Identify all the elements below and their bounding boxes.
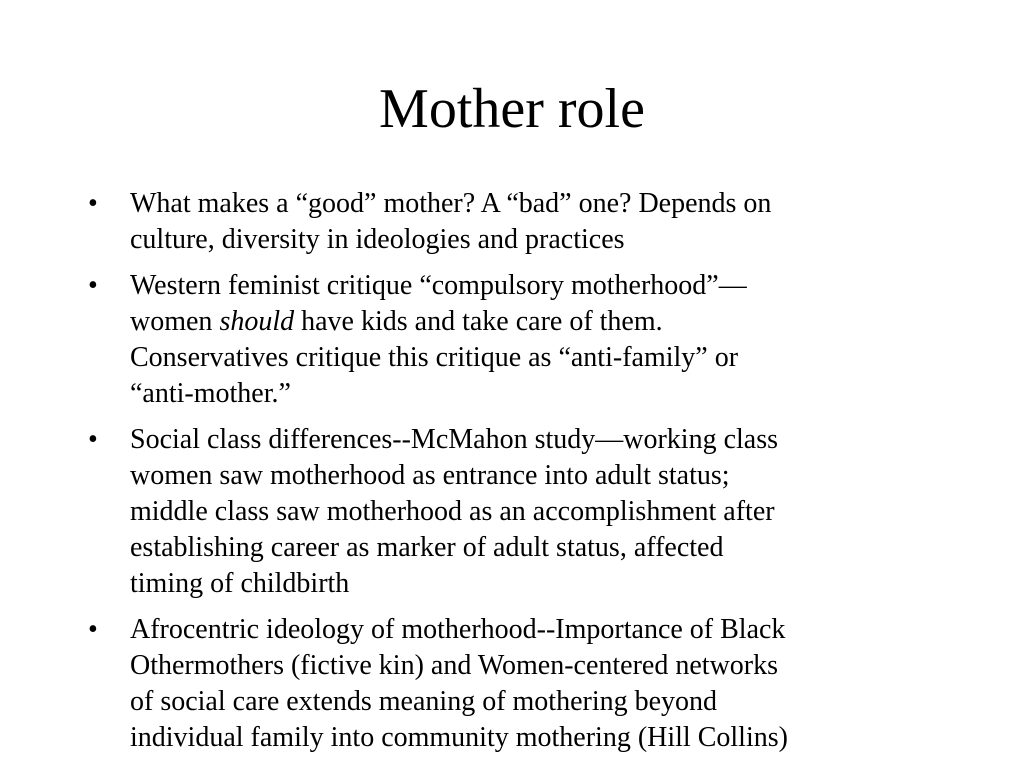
bullet-item-4 (0, 612, 1024, 756)
bullet-icon: • (88, 614, 98, 645)
bullet-line: Social class differences--McMahon study—working class (130, 424, 778, 455)
bullet-icon: • (88, 270, 98, 301)
bullet-line: Othermothers (fictive kin) and Women-centered networks (130, 650, 779, 681)
text-segment: women (130, 306, 220, 337)
bullet-line: women saw motherhood as entrance into adult status; (130, 460, 730, 491)
bullet-text (130, 268, 950, 412)
bullet-line-with-emphasis (130, 304, 950, 340)
bullet-line: “anti-mother.” (130, 378, 291, 409)
bullet-text (130, 422, 950, 602)
bullet-icon: • (88, 424, 98, 455)
bullet-line: of social care extends meaning of mothering beyond (130, 686, 718, 717)
bullet-list (0, 186, 1024, 766)
bullet-text (130, 612, 950, 756)
emphasis-text: should (219, 306, 295, 337)
bullet-line: middle class saw motherhood as an accomplishment after (130, 496, 775, 527)
slide-title: Mother role (379, 78, 645, 140)
bullet-item-3 (0, 422, 1024, 602)
bullet-text (130, 186, 950, 258)
text-segment: have kids and take care of them. (294, 306, 663, 337)
bullet-item-1 (0, 186, 1024, 258)
bullet-line: Western feminist critique “compulsory motherhood”— (130, 270, 747, 301)
bullet-line: Conservatives critique this critique as “anti-family” or (130, 342, 739, 373)
bullet-line: individual family into community mothering (Hill Collins) (130, 722, 788, 753)
bullet-icon: • (88, 188, 98, 219)
bullet-line: culture, diversity in ideologies and practices (130, 224, 625, 255)
bullet-item-2 (0, 268, 1024, 412)
bullet-line: timing of childbirth (130, 568, 350, 599)
bullet-line: establishing career as marker of adult status, affected (130, 532, 724, 563)
bullet-line: What makes a “good” mother? A “bad” one? Depends on (130, 188, 772, 219)
bullet-line: Afrocentric ideology of motherhood--Importance of Black (130, 614, 786, 645)
